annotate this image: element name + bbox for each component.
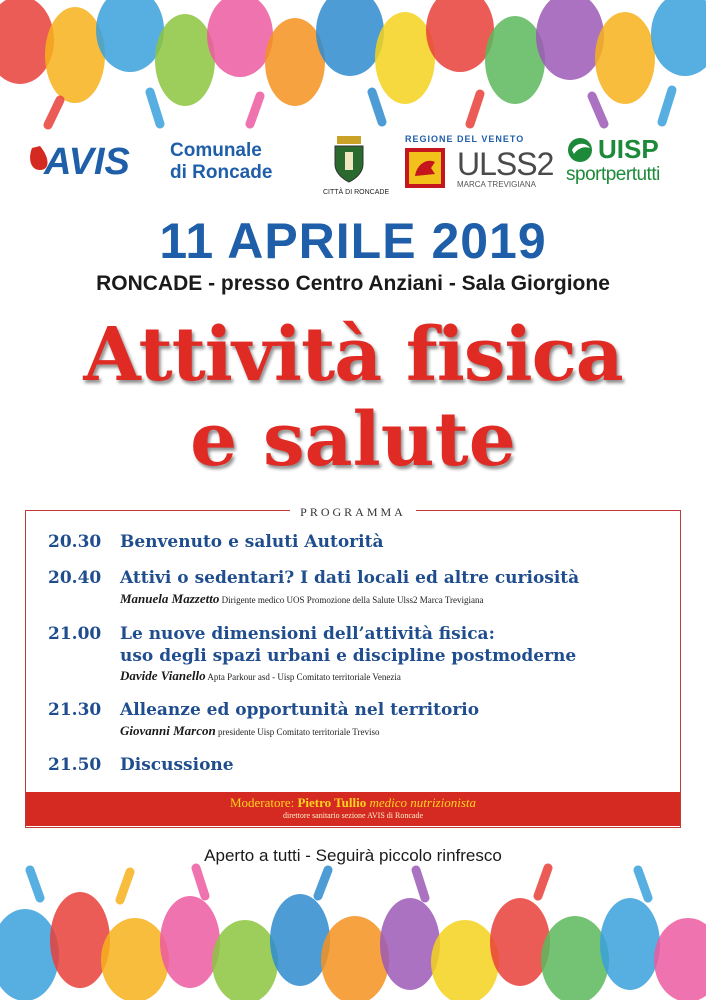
city-crest <box>323 134 390 200</box>
program-time: 21.50 <box>48 755 102 775</box>
program-text: Attivi o sedentari? I dati locali ed altre curiosità <box>120 568 580 588</box>
veneto-lion-icon <box>405 148 445 188</box>
program-time: 21.30 <box>48 700 102 720</box>
event-date: 11 APRILE 2019 <box>159 213 547 269</box>
footer-note: Aperto a tutti - Seguirà piccolo rinfresco <box>204 846 502 865</box>
event-venue: RONCADE - presso Centro Anziani - Sala Giorgione <box>96 272 610 295</box>
ulss2-logo <box>405 134 554 198</box>
moderator-prefix: Moderatore: <box>229 795 295 810</box>
speaker-line <box>120 723 379 739</box>
hand-prints-bottom-decoration <box>0 860 706 1000</box>
program-label: PROGRAMMA <box>290 505 416 519</box>
avis-roncade: di Roncade <box>170 162 273 183</box>
program-text: Benvenuto e saluti Autorità <box>120 532 384 552</box>
hand-prints-top-decoration <box>0 0 706 130</box>
ulss-region: REGIONE DEL VENETO <box>405 134 525 144</box>
program-text: Alleanze ed opportunità nel territorio <box>120 700 480 720</box>
event-title-line1: Attività fisica <box>83 312 623 398</box>
speaker-name: Giovanni Marcon <box>120 723 216 738</box>
ulss-name: ULSS2 <box>457 146 554 182</box>
speaker-name: Davide Vianello <box>120 668 206 683</box>
city-caption: CITTÀ DI RONCADE <box>323 189 390 196</box>
program-heading <box>0 501 706 520</box>
uisp-name: UISP <box>598 134 659 164</box>
avis-comunale: Comunale <box>170 140 262 161</box>
program-time: 21.00 <box>48 624 102 644</box>
avis-section-name <box>170 140 272 184</box>
speaker-role: Dirigente medico UOS Promozione della Salute Ulss2 Marca Trevigiana <box>221 595 484 605</box>
program-text: Discussione <box>120 755 234 775</box>
uisp-swirl-icon <box>566 136 596 164</box>
moderator-name: Pietro Tullio <box>297 795 367 810</box>
uisp-logo <box>566 136 686 196</box>
program-text: Le nuove dimensioni dell’attività fisica: <box>120 624 495 644</box>
speaker-role: presidente Uisp Comitato territoriale Treviso <box>217 727 380 737</box>
program-time: 20.30 <box>48 532 102 552</box>
avis-logo-text: AVIS <box>44 141 130 180</box>
logo-row <box>0 130 706 200</box>
uisp-tagline: sportpertutti <box>566 164 660 185</box>
speaker-line <box>120 668 401 684</box>
speaker-role: Apta Parkour asd - Uisp Comitato territoriale Venezia <box>207 672 401 682</box>
program-text: uso degli spazi urbani e discipline postmoderne <box>120 646 577 666</box>
speaker-line <box>120 591 484 607</box>
avis-logo <box>26 140 154 180</box>
ulss-subtitle: MARCA TREVIGIANA <box>457 180 536 189</box>
program-time: 20.40 <box>48 568 102 588</box>
city-shield-icon <box>329 134 369 184</box>
moderator-role: medico nutrizionista <box>369 795 477 810</box>
speaker-name: Manuela Mazzetto <box>120 591 220 606</box>
moderator-detail: direttore sanitario sezione AVIS di Roncade <box>282 811 424 820</box>
event-title-line2: e salute <box>190 397 516 483</box>
moderator-band <box>26 792 680 826</box>
